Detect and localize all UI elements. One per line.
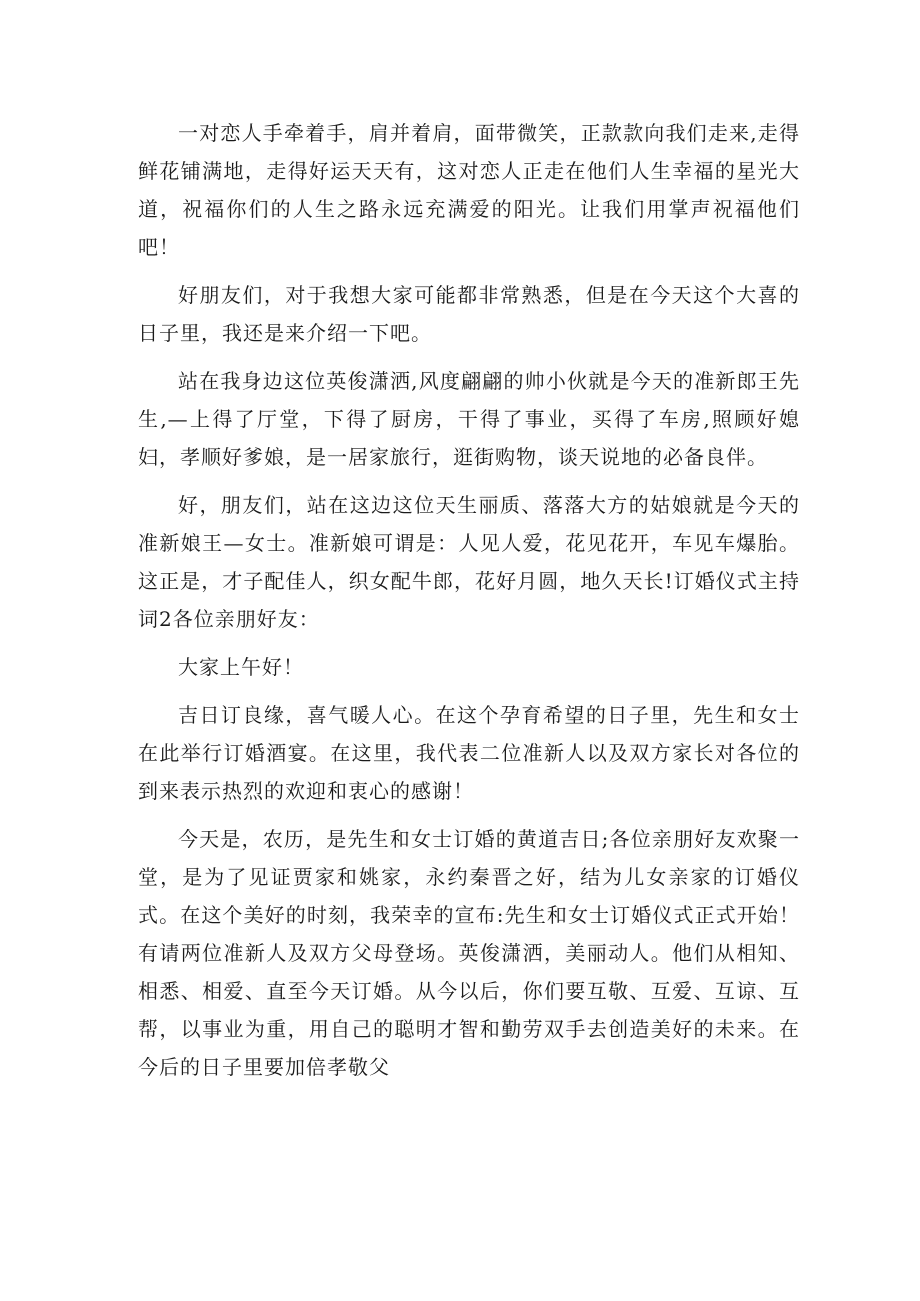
paragraph-groom: 站在我身边这位英俊潇洒,风度翩翩的帅小伙就是今天的准新郎王先生,—上得了厅堂，下得了厨房，干得了事业，买得了车房,照顾好媳妇，孝顺好爹娘，是一居家旅行，逛街购物，谈天说地的必备良伴。 [138, 369, 800, 469]
document-body [138, 114, 800, 1096]
paragraph-introduction: 好朋友们，对于我想大家可能都非常熟悉，但是在今天这个大喜的日子里，我还是来介绍一下吧。 [138, 283, 800, 345]
paragraph-couple-entrance: 一对恋人手牵着手，肩并着肩，面带微笑，正款款向我们走来,走得鲜花铺满地，走得好运天天有，这对恋人正走在他们人生幸福的星光大道，祝福你们的人生之路永远充满爱的阳光。让我们用掌声祝福他们吧！ [138, 121, 800, 259]
paragraph-greeting: 大家上午好！ [178, 655, 304, 679]
paragraph-ceremony: 今天是，农历，是先生和女士订婚的黄道吉日;各位亲朋好友欢聚一堂，是为了见证贾家和姚家，永约秦晋之好，结为儿女亲家的订婚仪式。在这个美好的时刻，我荣幸的宣布:先生和女士订婚仪式正式开始！有请两位准新人及双方父母登场。英俊潇洒，美丽动人。他们从相知、相悉、相爱、直至今天订婚。从今以后，你们要互敬、互爱、互谅、互帮，以事业为重，用自己的聪明才智和勤劳双手去创造美好的未来。在今后的日子里要加倍孝敬父 [138, 827, 800, 1079]
paragraph-welcome: 吉日订良缘，喜气暖人心。在这个孕育希望的日子里，先生和女士在此举行订婚酒宴。在这里，我代表二位准新人以及双方家长对各位的到来表示热烈的欢迎和衷心的感谢！ [138, 703, 800, 803]
paragraph-bride: 好，朋友们，站在这边这位天生丽质、落落大方的姑娘就是今天的准新娘王—女士。准新娘可谓是：人见人爱，花见花开，车见车爆胎。这正是，才子配佳人，织女配牛郎，花好月圆，地久天长!订婚仪式主持词2各位亲朋好友： [138, 493, 800, 631]
